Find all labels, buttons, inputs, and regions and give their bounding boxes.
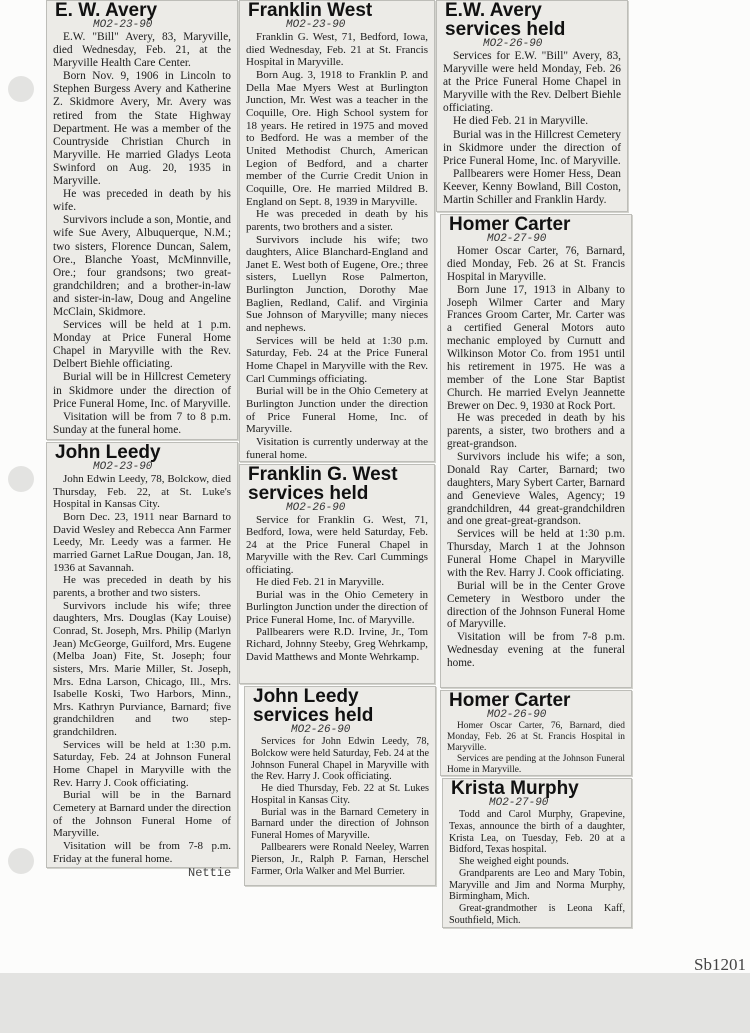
handwritten-date: MO2-26-90	[286, 502, 346, 514]
paragraph: Burial will be in the Barnard Cemetery at Barnard under the direction of the Johnson Funeral Home of Maryville.	[53, 789, 231, 840]
paragraph: Services will be held at 1:30 p.m. Saturday, Feb. 24 at Johnson Funeral Home Chapel in Maryville with the Rev. Harry J. Cook officiating.	[53, 738, 231, 789]
handwritten-date: MO2-23-90	[286, 19, 346, 31]
paragraph: Visitation will be from 7-8 p.m. Friday at the funeral home.	[53, 840, 231, 865]
paragraph: Grandparents are Leo and Mary Tobin, Maryville and Jim and Norma Murphy, Birmingham, Mich.	[449, 867, 625, 903]
clipping-body	[246, 31, 428, 461]
headline: John Leedy	[55, 442, 161, 463]
headline: services held	[253, 705, 374, 726]
clipping-west	[239, 0, 435, 462]
clipping-west-services	[239, 464, 435, 684]
binder-hole	[8, 466, 34, 492]
binder-hole	[8, 848, 34, 874]
paragraph: Visitation will be from 7 to 8 p.m. Sunday at the funeral home.	[53, 410, 231, 436]
paragraph: Services are pending at the Johnson Funeral Home in Maryville.	[447, 753, 625, 775]
handwritten-date: MO2-26-90	[483, 38, 543, 50]
handwritten-date: MO2-27-90	[489, 797, 549, 809]
clipping-avery-services	[436, 0, 628, 212]
headline: John Leedy	[253, 686, 359, 707]
paragraph: Pallbearers were R.D. Irvine, Jr., Tom Richard, Johnny Steeby, Greg Wehrkamp, David Matthews and Monte Wehrkamp.	[246, 625, 428, 663]
paragraph: Homer Oscar Carter, 76, Barnard, died Monday, Feb. 26 at St. Francis Hospital in Maryville.	[447, 245, 625, 283]
paragraph: Services will be held at 1:30 p.m. Saturday, Feb. 24 at the Price Funeral Home Chapel in Maryville with the Rev. Carl Cummings officiating.	[246, 334, 428, 385]
paragraph: Survivors include a son, Montie, and wife Sue Avery, Albuquerque, N.M.; two sisters, Florence Duncan, Salem, Ore., Blanche Yoast, McMinnville, Ore.; four grandsons; two great-grandchildren; and a brother-in-law and sister-in-law, Doug and Angeline McClain, Skidmore.	[53, 214, 231, 318]
clipping-murphy	[442, 778, 632, 928]
paragraph: Burial will be in Hillcrest Cemetery in Skidmore under the direction of Price Funeral Home, Inc. of Maryville.	[53, 371, 231, 410]
clipping-body	[251, 736, 429, 877]
paragraph: Burial was in the Ohio Cemetery in Burlington Junction under the direction of Price Funeral Home, Inc. of Maryville.	[246, 588, 429, 626]
clipping-body	[246, 514, 428, 663]
paragraph: Services will be held at 1:30 p.m. Thursday, March 1 at the Johnson Funeral Home Chapel in Maryville with the Rev. Harry J. Cook officiating.	[447, 528, 625, 579]
paragraph: Survivors include his wife; two daughters, Alice Blanchard-England and Janet E. West both of Eugene, Ore.; three sisters, Luellyn Rose Palmerton, Burlington Junction, Dorothy Mae Baglien, Redland, Calif. and Virginia Sue Johnson of Maryville; many nieces and nephews.	[246, 233, 428, 335]
paragraph: She weighed eight pounds.	[459, 856, 569, 868]
paragraph: He was preceded in death by his wife.	[53, 188, 231, 214]
headline: Franklin G. West	[248, 464, 398, 485]
paragraph: He was preceded in death by his parents, two brothers and a sister.	[246, 208, 428, 233]
paragraph: He was preceded in death by his parents, a sister, two brothers and a great-grandson.	[447, 412, 625, 451]
paragraph: Burial will be in the Center Grove Cemetery in Westboro under the direction of the Johnson Funeral Home of Maryville.	[447, 579, 625, 631]
paragraph: Burial was in the Barnard Cemetery in Barnard under the direction of Johnson Funeral Homes of Maryville.	[251, 806, 429, 842]
paragraph: Visitation is currently underway at the funeral home.	[246, 436, 428, 461]
paragraph: Born Dec. 23, 1911 near Barnard to David Wesley and Rebecca Ann Farmer Leedy, Mr. Leedy was a farmer. He married Garnet LaRue Dougan, Jan. 18, 1936 at Savannah.	[53, 510, 231, 574]
clipping-carter	[440, 214, 632, 688]
paragraph: He died Feb. 21 in Maryville.	[453, 115, 589, 128]
paragraph: Services will be held at 1 p.m. Monday at Price Funeral Home Chapel in Maryville with the Rev. Delbert Biehle officiating.	[53, 319, 231, 371]
paragraph: Survivors include his wife; a son, Donald Ray Carter, Barnard; two daughters, Mary Sybert Carter, Barnard and Genevieve Wales, Agency; 19 grandchildren, 44 great-grandchildren and one great-great-grandson.	[447, 451, 625, 528]
paragraph: Born Aug. 3, 1918 to Franklin P. and Della Mae Myers West at Burlington Junction, Mr. West was a teacher in the Coquille, Ore. High School system for 18 years. He retired in 1975 and moved to Bedford. He was a member of the United Methodist Church, American Legion of Bedford, and a charter member of the Currie Credit Union in Coquille, Ore. He married Mildred B. England on Sept. 8, 1939 in Maryville.	[246, 68, 428, 208]
paragraph: He was preceded in death by his parents, a brother and two sisters.	[53, 574, 231, 599]
paragraph: He died Feb. 21 in Maryville.	[256, 576, 385, 589]
paragraph: Pallbearers were Homer Hess, Dean Keever, Kenny Bowland, Bill Coston, Martin Schiller and Franklin Hardy.	[443, 167, 621, 207]
clipping-body	[449, 809, 625, 927]
clipping-body	[443, 50, 621, 207]
paragraph: Visitation will be from 7-8 p.m. Wednesday evening at the funeral home.	[447, 631, 625, 669]
paragraph: Burial was in the Hillcrest Cemetery in Skidmore under the direction of Price Funeral Home, Inc. of Maryville.	[443, 128, 621, 167]
headline: Homer Carter	[449, 690, 571, 711]
paragraph: Born June 17, 1913 in Albany to Joseph Wilmer Carter and Mary Frances Groom Carter, Mr. Carter was a certified General Motors auto mechanic employed by Curnutt and Wilkinson Motor Co. from 1951 until his retirement in 1975. He was a member of the Lone Star Baptist Church. He married Evelyn Jeannette Brewer on Dec. 9, 1930 at Rock Port.	[447, 283, 625, 412]
clipping-carter-2	[440, 690, 632, 776]
signature: Nettie	[188, 866, 232, 880]
paragraph: Pallbearers were Ronald Neeley, Warren Pierson, Jr., Ralph P. Farnan, Herschel Farmer, Orla Walker and Mel Burrier.	[251, 842, 429, 877]
paragraph: Survivors include his wife; three daughters, Mrs. Douglas (Kay Louise) Conrad, St. Joseph, Mrs. Philip (Marlyn Jean) McGeorge, Guilford, Mrs. Eugene (Melba Joan) Fite, St. Joseph; four sisters, Mrs. Marie Miller, St. Joseph, Mrs. Edna Larson, Chicago, Ill., Mrs. Isabelle Koski, Two Harbors, Minn., Mrs. Kathryn Purviance, Barnard; five grandchildren and two step-grandchildren.	[53, 599, 231, 739]
clipping-body	[53, 473, 231, 865]
clipping-leedy	[46, 442, 238, 868]
headline: Franklin West	[248, 0, 373, 21]
paragraph: He died Thursday, Feb. 22 at St. Lukes Hospital in Kansas City.	[251, 783, 429, 806]
clipping-body	[447, 721, 625, 776]
page-number: Sb1201	[694, 955, 746, 974]
paragraph: Todd and Carol Murphy, Grapevine, Texas, announce the birth of a daughter, Krista Lea, on Tuesday, Feb. 20 at a Bidford, Texas hospital.	[449, 809, 625, 856]
paragraph: Services for E.W. "Bill" Avery, 83, Maryville were held Monday, Feb. 26 at the Price Funeral Home Chapel in Maryville with the Rev. Delbert Biehle officiating.	[443, 50, 621, 115]
handwritten-date: MO2-26-90	[487, 709, 547, 721]
headline: E.W. Avery	[445, 0, 542, 21]
paragraph: Services for John Edwin Leedy, 78, Bolckow were held Saturday, Feb. 24 at the Johnson Funeral Chapel in Maryville with the Rev. Harry J. Cook officiating.	[251, 736, 429, 783]
headline: services held	[445, 19, 566, 40]
clipping-avery	[46, 0, 238, 440]
headline: Krista Murphy	[451, 778, 579, 799]
paragraph: Born Nov. 9, 1906 in Lincoln to Stephen Burgess Avery and Katherine Z. Skidmore Avery, Mr. Avery was retired from the State Highway Department. He was a member of the Countryside Christian Church in Maryville. He married Gladys Leota Swinford on Aug. 20, 1935 in Maryville.	[53, 70, 231, 188]
clipping-body	[53, 31, 231, 437]
paragraph: Great-grandmother is Leona Kaff, Southfield, Mich.	[449, 903, 625, 927]
paragraph: John Edwin Leedy, 78, Bolckow, died Thursday, Feb. 22, at St. Luke's Hospital in Kansas City.	[53, 473, 231, 511]
binder-hole	[8, 76, 34, 102]
clipping-leedy-services	[244, 686, 436, 886]
paragraph: Franklin G. West, 71, Bedford, Iowa, died Wednesday, Feb. 21 at St. Francis Hospital in Maryville.	[246, 31, 428, 69]
handwritten-date: MO2-26-90	[291, 724, 351, 736]
paragraph: Homer Oscar Carter, 76, Barnard, died Monday, Feb. 26 at St. Francis Hospital in Maryville.	[447, 721, 625, 753]
paragraph: Service for Franklin G. West, 71, Bedford, Iowa, were held Saturday, Feb. 24 at the Price Funeral Chapel in Maryville with the Rev. Carl Cummings officiating.	[246, 514, 428, 576]
clipping-body	[447, 245, 625, 670]
headline: Homer Carter	[449, 214, 571, 235]
paragraph: Burial will be in the Ohio Cemetery at Burlington Junction under the direction of Price Funeral Home, Inc. of Maryville.	[246, 385, 428, 436]
headline: E. W. Avery	[55, 0, 158, 21]
headline: services held	[248, 483, 369, 504]
handwritten-date: MO2-23-90	[93, 19, 153, 31]
paragraph: E.W. "Bill" Avery, 83, Maryville, died Wednesday, Feb. 21, at the Maryville Health Care Center.	[53, 31, 231, 70]
handwritten-date: MO2-27-90	[487, 233, 547, 245]
handwritten-date: MO2-23-90	[93, 461, 153, 473]
